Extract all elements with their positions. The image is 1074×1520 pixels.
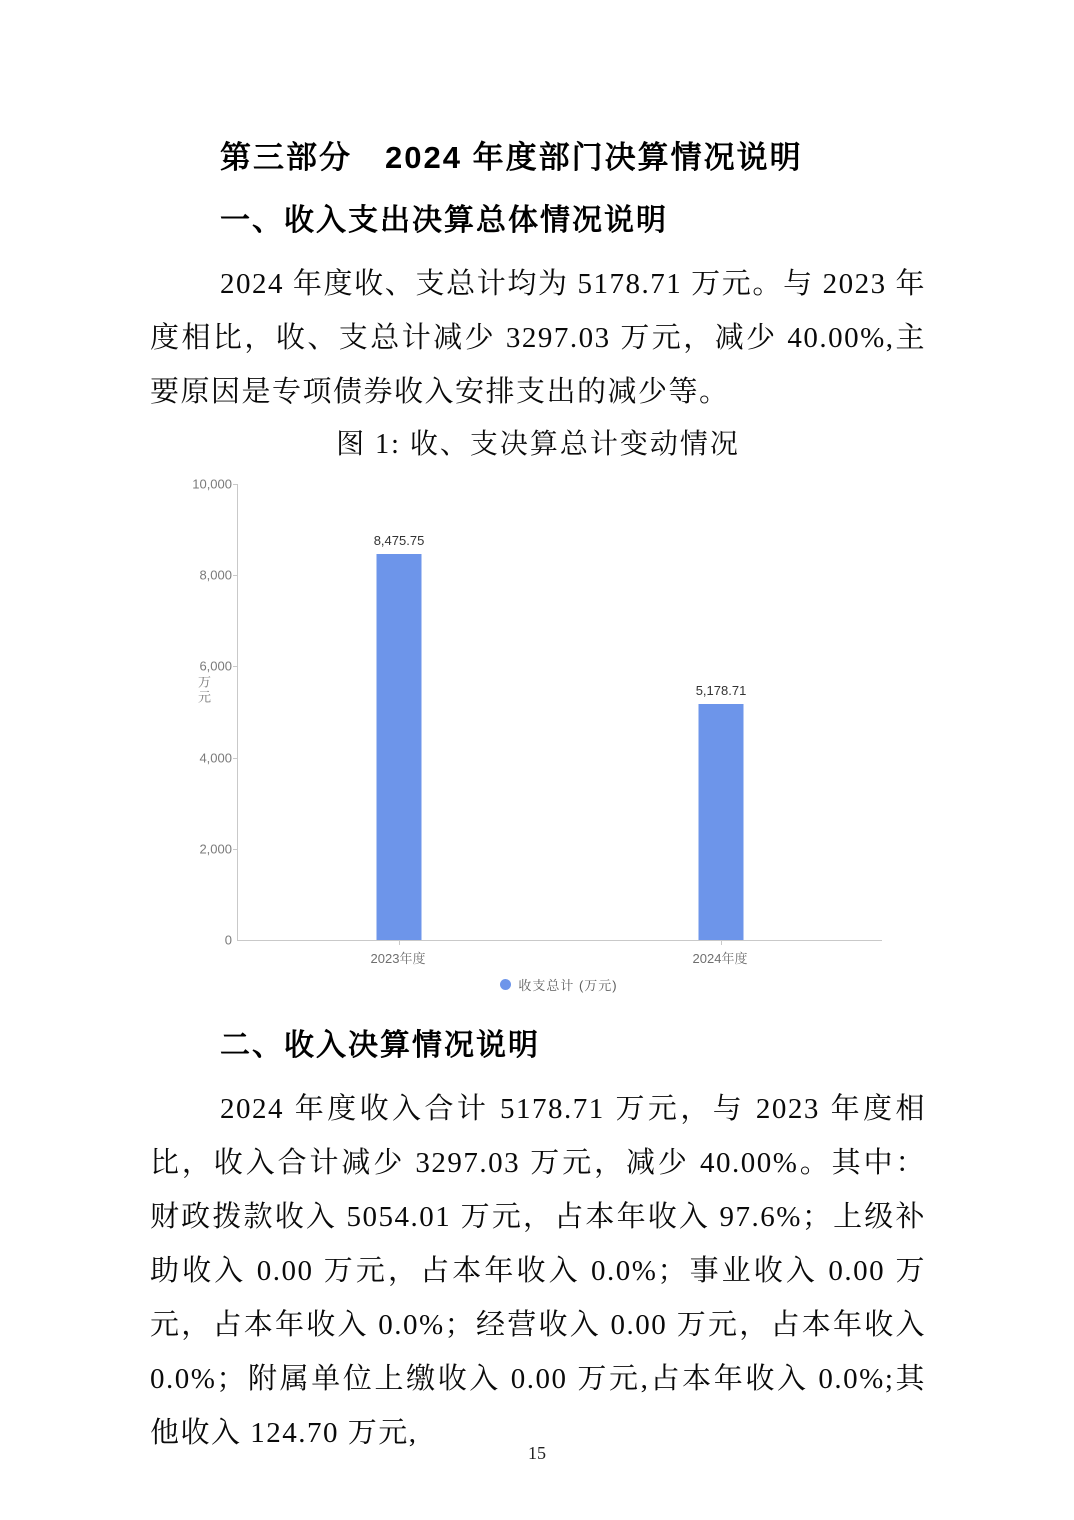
y-tick-label: 10,000: [192, 476, 232, 492]
y-tick-label: 2,000: [199, 841, 232, 857]
x-tick-mark: [399, 940, 400, 945]
bar-value-label-2024: 5,178.71: [695, 682, 747, 698]
x-axis-labels: [237, 948, 881, 966]
page-number: 15: [528, 1443, 546, 1463]
x-tick-label-2023: 2023年度: [370, 951, 426, 966]
chart-plot-area: [237, 484, 882, 941]
document-content: [150, 0, 926, 1460]
legend-label: 收支总计 (万元): [518, 978, 618, 993]
page-title: 第三部分 2024 年度部门决算情况说明: [220, 140, 803, 175]
x-tick-mark: [721, 940, 722, 945]
section-1-paragraph: 2024 年度收、支总计均为 5178.71 万元。与 2023 年度相比，收、支总计减少 3297.03 万元，减少 40.00%,主要原因是专项债券收入安排支出的减少等。: [150, 268, 926, 408]
y-tick-label: 0: [224, 932, 232, 948]
y-tick-mark: [233, 575, 238, 576]
y-tick-mark: [233, 849, 238, 850]
section-2-paragraph: 2024 年度收入合计 5178.71 万元，与 2023 年度相比，收入合计减少 3297.03 万元，减少 40.00%。其中：财政拨款收入 5054.01 万元，占本年收入 97.6%；上级补助收入 0.00 万元，占本年收入 0.0%；事业收入 0.00 万元，占本年收入 0.0%；经营收入 0.00 万元，占本年收入 0.0%；附属单位上缴收入 0.00 万元,占本年收入 0.0%;其他收入 124.70 万元,: [150, 1093, 926, 1449]
y-tick-mark: [233, 484, 238, 485]
y-tick-mark: [233, 758, 238, 759]
y-tick-label: 8,000: [199, 567, 232, 583]
figure-caption: 图 1: 收、支决算总计变动情况: [336, 429, 740, 460]
section-1-heading: 一、收入支出决算总体情况说明: [220, 204, 668, 237]
bar-2024: [699, 704, 744, 940]
figure-1-bar-chart: [190, 467, 882, 1004]
legend-marker-icon: [500, 979, 511, 990]
x-tick-label-2024: 2024年度: [692, 951, 748, 966]
y-tick-label: 6,000: [199, 658, 232, 674]
bar-slot-2024: [560, 484, 882, 940]
y-tick-label: 4,000: [199, 750, 232, 766]
bar-2023: [377, 554, 422, 940]
y-tick-mark: [233, 666, 238, 667]
y-axis-title: 万元: [196, 675, 211, 705]
y-axis-tick-labels: [190, 476, 232, 948]
chart-legend: [237, 975, 881, 994]
section-2-heading: 二、收入决算情况说明: [220, 1029, 540, 1062]
bar-value-label-2023: 8,475.75: [373, 532, 425, 548]
bar-slot-2023: [238, 484, 560, 940]
